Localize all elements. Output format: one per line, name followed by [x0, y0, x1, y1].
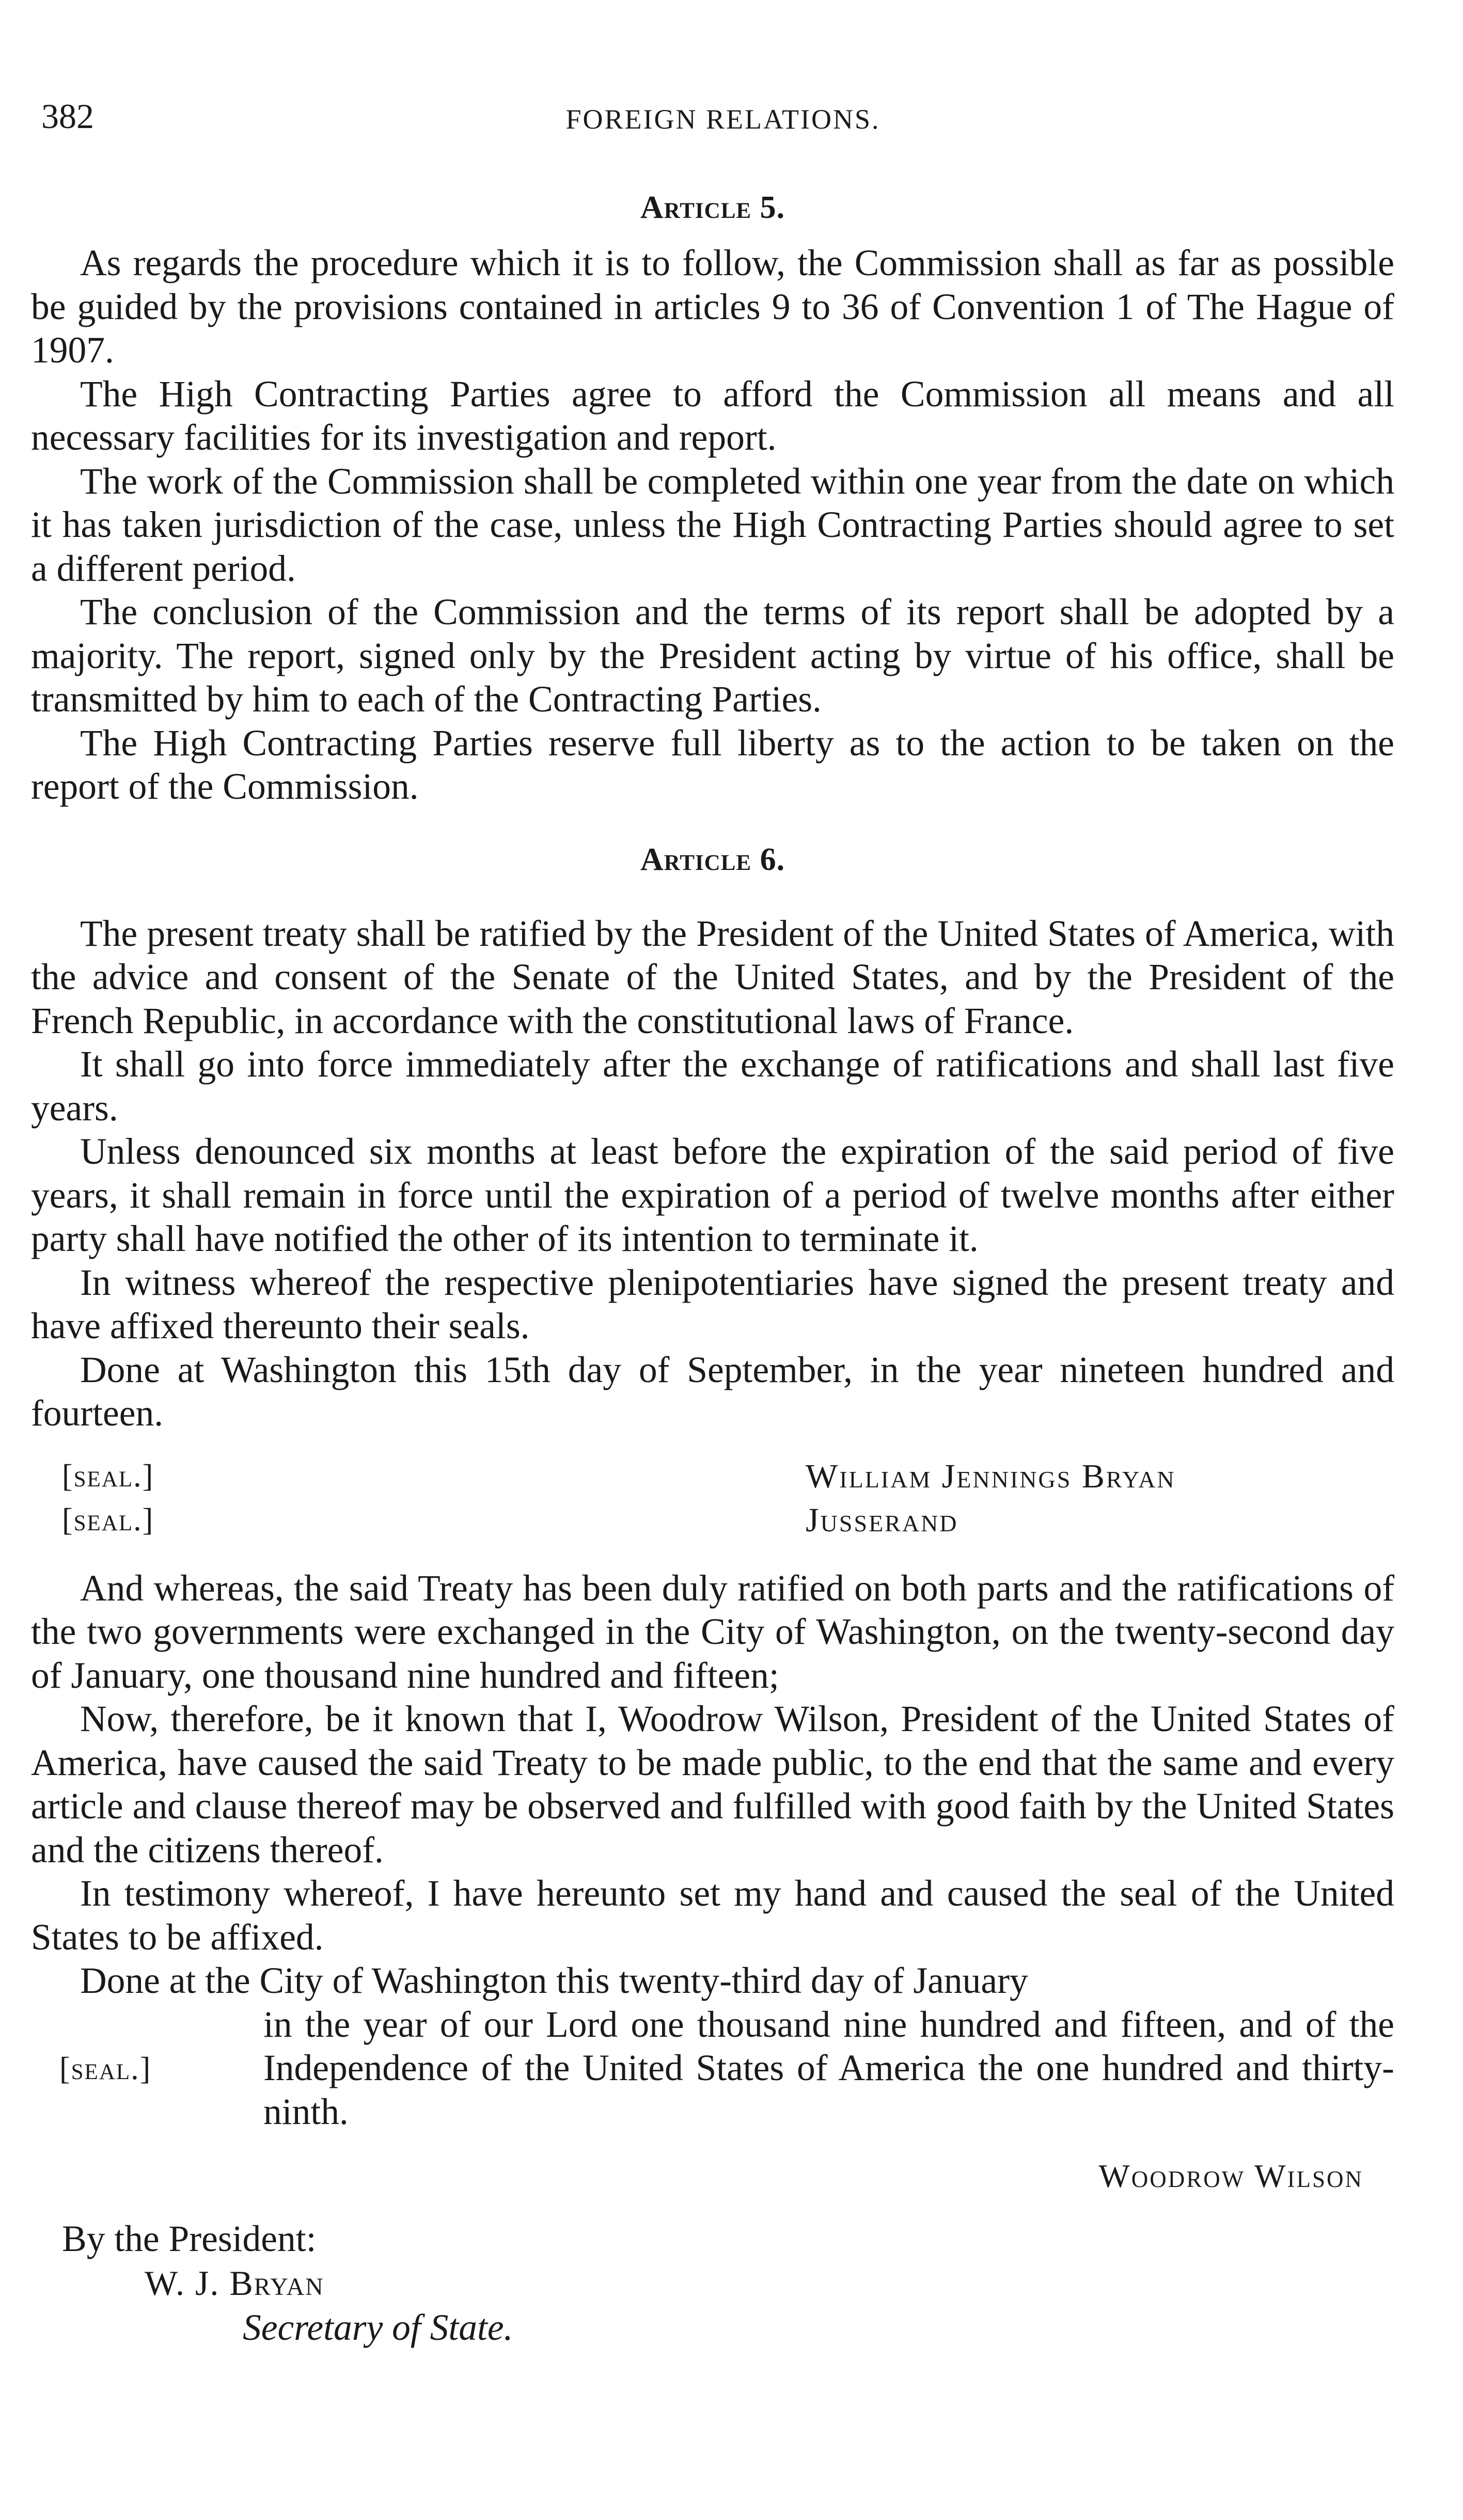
signatory-name: William Jennings Bryan [806, 1457, 1176, 1495]
by-the-president: By the President: [62, 2218, 317, 2259]
document-body [31, 186, 1394, 2351]
done-at-block [31, 1959, 1394, 2145]
running-head: FOREIGN RELATIONS. [565, 104, 880, 135]
article-6-paragraph: The present treaty shall be ratified by the President of the United States of America, with the advice and consent of the Senate of the United States, and by the President of the French Republic, in accordance with the constitutional laws of France. [31, 913, 1394, 1041]
article-6-paragraph: Done at Washington this 15th day of September, in the year nineteen hundred and fourteen. [31, 1349, 1394, 1434]
article-5-paragraph: As regards the procedure which it is to follow, the Commission shall as far as possible be guided by the provisions contained in articles 9 to 36 of Convention 1 of The Hague of 1907. [31, 243, 1394, 371]
secretary-title: Secretary of State. [243, 2307, 513, 2348]
article-6-paragraph: Unless denounced six months at least before the expiration of the said period of five years, it shall remain in force until the expiration of a period of twelve months after either party shall have notified the other of its intention to terminate it. [31, 1131, 1394, 1259]
proclamation-paragraph: In testimony whereof, I have hereunto set my hand and caused the seal of the United States to be affixed. [31, 1873, 1394, 1958]
article-5-heading: Article 5. [640, 190, 785, 225]
article-6-paragraph: It shall go into force immediately after the exchange of ratifications and shall last five years. [31, 1044, 1394, 1129]
article-6-heading: Article 6. [640, 842, 785, 877]
seal-mark: [seal.] [59, 2051, 152, 2086]
page-number: 382 [41, 97, 94, 136]
done-at-continuation: in the year of our Lord one thousand nine hundred and fifteen, and of the Independence of the United States of America the one hundred and thirty-ninth. [263, 2004, 1394, 2132]
signature-row [31, 1498, 1394, 1542]
secretary-name: W. J. Bryan [145, 2263, 324, 2303]
article-5-paragraph: The conclusion of the Commission and the terms of its report shall be adopted by a majority. The report, signed only by the President acting by virtue of his office, shall be transmitted by him to each of the Contracting Parties. [31, 592, 1394, 720]
treaty-signatures [31, 1454, 1394, 1542]
seal-mark: [seal.] [62, 1502, 154, 1538]
proclamation-paragraph: Now, therefore, be it known that I, Woodrow Wilson, President of the United States of America, have caused the said Treaty to be made public, to the end that the same and every article and clause thereof may be observed and fulfilled with good faith by the United States and the citizens thereof. [31, 1699, 1394, 1871]
seal-mark: [seal.] [62, 1458, 154, 1494]
signatory-name: Jusserand [806, 1501, 958, 1539]
article-5-paragraph: The High Contracting Parties agree to afford the Commission all means and all necessary facilities for its investigation and report. [31, 373, 1394, 458]
proclamation-paragraph: And whereas, the said Treaty has been duly ratified on both parts and the ratifications of the two governments were exchanged in the City of Washington, on the twenty-second day of January, one thousand nine hundred and fifteen; [31, 1567, 1394, 1696]
signature-row [31, 1454, 1394, 1498]
article-5-paragraph: The work of the Commission shall be completed within one year from the date on which it has taken jurisdiction of the case, unless the High Contracting Parties should agree to set a different period. [31, 461, 1394, 589]
article-5-paragraph: The High Contracting Parties reserve full liberty as to the action to be taken on the report of the Commission. [31, 722, 1394, 807]
article-6-paragraph: In witness whereof the respective plenipotentiaries have signed the present treaty and have affixed thereunto their seals. [31, 1262, 1394, 1346]
page-header [41, 93, 1405, 150]
done-at-line: Done at the City of Washington this twenty-third day of January [80, 1960, 1028, 2001]
president-signature: Woodrow Wilson [1098, 2158, 1363, 2194]
